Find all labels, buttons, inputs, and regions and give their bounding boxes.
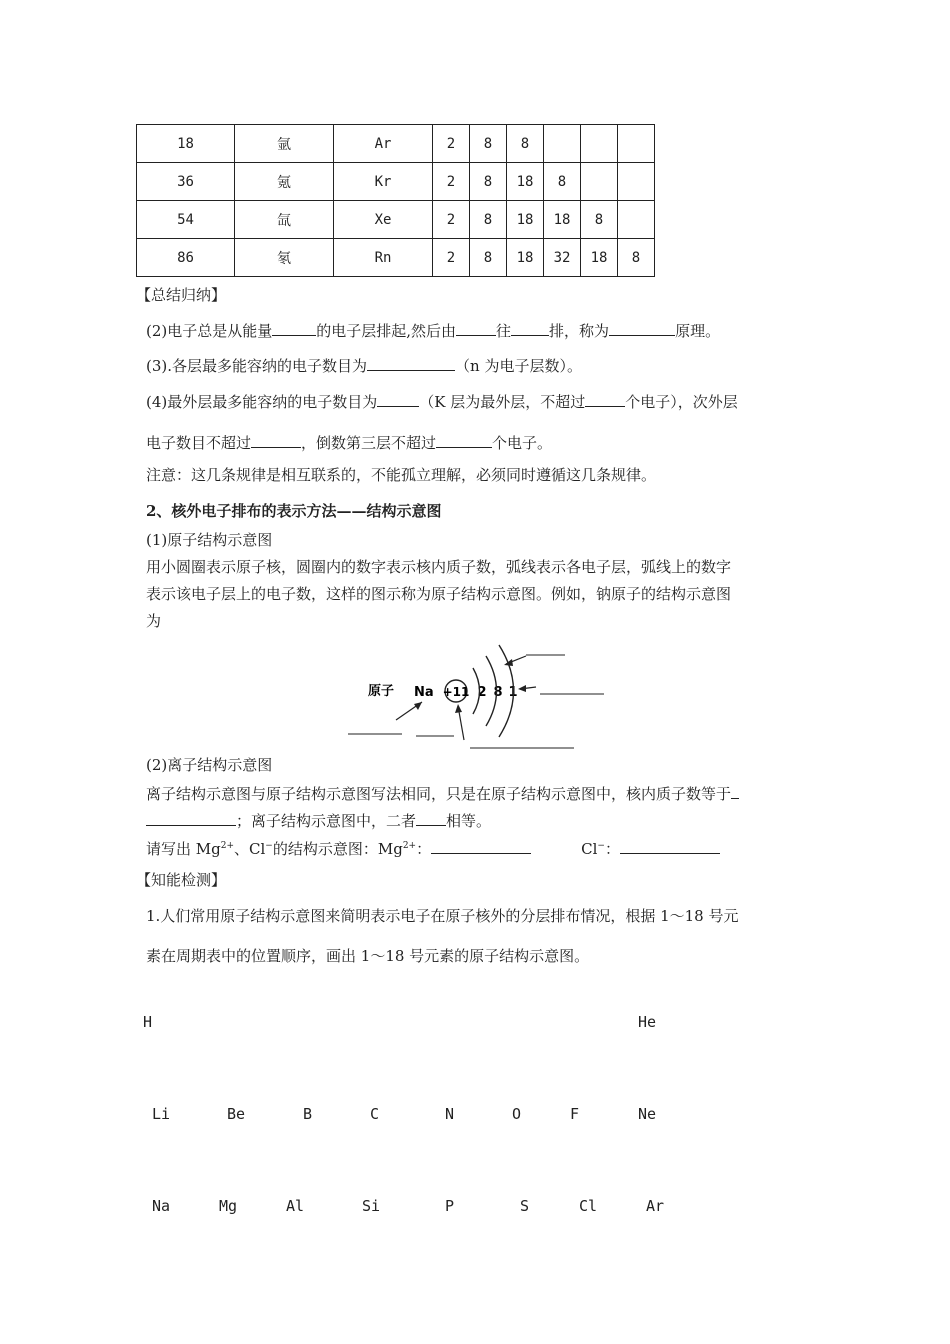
arrowhead-electron [518,685,526,692]
section2-p3: 为 [146,612,162,630]
diagram-element: Na [414,685,434,700]
nucleus-charge: +11 [442,685,470,699]
section2-p4: 离子结构示意图与原子结构示意图写法相同，只是在原子结构示意图中，核内质子数等于 [146,782,739,804]
blank-to[interactable] [511,319,549,336]
shell-count-cell: 18 [507,163,544,201]
element-name-cell: 氩 [235,125,334,163]
atomic-number-cell: 86 [137,239,235,277]
element-name-cell: 氙 [235,201,334,239]
table-row [137,163,655,201]
shell-count-cell [618,163,655,201]
table-row [137,125,655,163]
element-he: He [638,1013,657,1031]
shell-2-count: 8 [493,685,503,700]
element-c: C [370,1105,380,1123]
section2-sub1: (1)原子结构示意图 [146,531,273,549]
element-symbol-cell: Rn [334,239,433,277]
shell-count-cell: 2 [433,201,470,239]
shell-count-cell [581,125,618,163]
element-li: Li [152,1105,171,1123]
blank-cl-diagram[interactable] [620,837,720,854]
shell-count-cell: 2 [433,239,470,277]
blank-max-per-layer[interactable] [367,354,455,371]
shell-count-cell: 2 [433,163,470,201]
blank-second-outer[interactable] [251,431,301,448]
arrowhead-shell [504,659,513,666]
blank-ion-equal-start[interactable] [731,782,739,799]
element-ar: Ar [646,1197,665,1215]
summary-line-2: (2)电子总是从能量 的电子层排起,然后由 往 排，称为 原理。 [146,319,720,341]
element-name-cell: 氡 [235,239,334,277]
shell-count-cell: 18 [507,239,544,277]
section2-p6: 请写出 $Mg^{2+}$、Cl−的结构示意图：$Mg^{2+}$： Cl−： [146,836,720,859]
atomic-number-cell: 18 [137,125,235,163]
shell-count-cell: 8 [470,201,507,239]
element-p: P [445,1197,455,1215]
element-name-cell: 氪 [235,163,334,201]
blank-principle[interactable] [609,319,675,336]
element-na: Na [152,1197,171,1215]
blank-ion-same[interactable] [416,809,446,826]
summary-line-5: 电子数目不超过 ，倒数第三层不超过 个电子。 [146,431,552,453]
shell-count-cell [618,125,655,163]
shell-count-cell: 8 [470,239,507,277]
element-be: Be [227,1105,246,1123]
table-row [137,239,655,277]
element-f: F [570,1105,580,1123]
element-mg: Mg [219,1197,238,1215]
element-n: N [445,1105,455,1123]
element-symbol-cell: Xe [334,201,433,239]
diagram-label: 原子 [368,684,395,699]
blank-mg-diagram[interactable] [431,837,531,854]
shell-count-cell: 8 [618,239,655,277]
shell-count-cell: 18 [544,201,581,239]
table-row [137,201,655,239]
shell-count-cell: 18 [581,239,618,277]
blank-third-outer[interactable] [436,431,492,448]
section2-p2: 表示该电子层上的电子数，这样的图示称为原子结构示意图。例如，钠原子的结构示意图 [146,585,732,603]
shell-count-cell: 8 [470,125,507,163]
element-b: B [303,1105,313,1123]
shell-count-cell: 8 [470,163,507,201]
element-cl: Cl [579,1197,598,1215]
shell-count-cell: 2 [433,125,470,163]
summary-line-4: (4)最外层最多能容纳的电子数目为 （K 层为最外层，不超过 个电子），次外层 [146,390,738,412]
check-heading: 【知能检测】 [136,871,227,889]
sodium-structure-diagram [340,640,620,755]
shell-count-cell: 18 [507,201,544,239]
element-symbol-cell: Kr [334,163,433,201]
noble-gas-table [136,124,655,277]
element-si: Si [362,1197,381,1215]
shell-1-count: 2 [477,685,487,700]
element-o: O [512,1105,522,1123]
check-q1-line2: 素在周期表中的位置顺序，画出 1～18 号元素的原子结构示意图。 [146,947,590,965]
section2-p1: 用小圆圈表示原子核，圆圈内的数字表示核内质子数，弧线表示各电子层，弧线上的数字 [146,558,732,576]
shell-count-cell: 8 [507,125,544,163]
arrowhead-nucleus [455,704,462,713]
shell-count-cell: 8 [581,201,618,239]
blank-energy[interactable] [272,319,316,336]
blank-from[interactable] [456,319,496,336]
element-h: H [143,1013,153,1031]
shell-count-cell [544,125,581,163]
element-s: S [520,1197,530,1215]
element-ne: Ne [638,1105,657,1123]
summary-heading: 【总结归纳】 [136,286,227,304]
blank-outermost[interactable] [377,390,419,407]
atomic-number-cell: 54 [137,201,235,239]
element-symbol-cell: Ar [334,125,433,163]
section2-sub2: (2)离子结构示意图 [146,756,273,774]
element-al: Al [286,1197,305,1215]
check-q1-line1: 1.人们常用原子结构示意图来简明表示电子在原子核外的分层排布情况，根据 1～18 号元 [146,907,739,925]
section2-title: 2、核外电子排布的表示方法——结构示意图 [146,502,442,520]
summary-note: 注意：这几条规律是相互联系的，不能孤立理解，必须同时遵循这几条规律。 [146,466,657,484]
section2-p5: ；离子结构示意图中，二者 相等。 [146,809,491,831]
shell-count-cell [581,163,618,201]
blank-ion-equal[interactable] [146,809,236,826]
shell-count-cell: 32 [544,239,581,277]
blank-k-layer[interactable] [585,390,625,407]
shell-count-cell [618,201,655,239]
atomic-number-cell: 36 [137,163,235,201]
shell-count-cell: 8 [544,163,581,201]
shell-3-count: 1 [508,685,518,700]
summary-line-3: (3).各层最多能容纳的电子数目为 （n 为电子层数）。 [146,354,582,376]
